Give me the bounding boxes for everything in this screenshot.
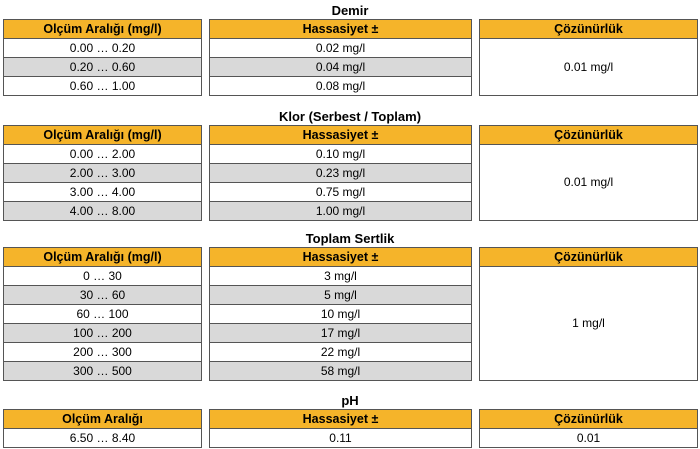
header-range: Olçüm Aralığı	[4, 410, 202, 429]
spec-table-sertlik	[3, 247, 698, 381]
header-row	[4, 126, 698, 145]
resolution-cell: 0.01	[480, 429, 698, 448]
precision-cell: 17 mg/l	[210, 324, 472, 343]
header-row	[4, 248, 698, 267]
precision-cell: 58 mg/l	[210, 362, 472, 381]
range-cell: 0.00 … 2.00	[4, 145, 202, 164]
spec-table-klor	[3, 125, 698, 221]
spec-table-ph	[3, 409, 698, 448]
table-row	[4, 429, 698, 448]
table-row	[4, 145, 698, 164]
range-cell: 4.00 … 8.00	[4, 202, 202, 221]
range-cell: 60 … 100	[4, 305, 202, 324]
section-title: pH	[341, 393, 359, 408]
range-cell: 200 … 300	[4, 343, 202, 362]
header-resolution: Çözünürlük	[480, 248, 698, 267]
section-title: Klor (Serbest / Toplam)	[278, 109, 422, 124]
header-range: Olçüm Aralığı (mg/l)	[4, 20, 202, 39]
precision-cell: 0.04 mg/l	[210, 58, 472, 77]
range-cell: 6.50 … 8.40	[4, 429, 202, 448]
section-klor	[3, 108, 697, 221]
range-cell: 3.00 … 4.00	[4, 183, 202, 202]
section-title: Demir	[331, 3, 369, 18]
header-resolution: Çözünürlük	[480, 20, 698, 39]
precision-cell: 0.11	[210, 429, 472, 448]
resolution-cell: 0.01 mg/l	[480, 39, 698, 96]
table-row	[4, 267, 698, 286]
spec-table-demir	[3, 19, 698, 96]
header-precision: Hassasiyet ±	[210, 410, 472, 429]
precision-cell: 0.10 mg/l	[210, 145, 472, 164]
header-precision: Hassasiyet ±	[210, 126, 472, 145]
section-demir	[3, 2, 697, 96]
range-cell: 0.60 … 1.00	[4, 77, 202, 96]
precision-cell: 0.02 mg/l	[210, 39, 472, 58]
header-resolution: Çözünürlük	[480, 126, 698, 145]
range-cell: 30 … 60	[4, 286, 202, 305]
precision-cell: 10 mg/l	[210, 305, 472, 324]
header-row	[4, 20, 698, 39]
header-precision: Hassasiyet ±	[210, 248, 472, 267]
range-cell: 0 … 30	[4, 267, 202, 286]
precision-cell: 5 mg/l	[210, 286, 472, 305]
range-cell: 100 … 200	[4, 324, 202, 343]
resolution-cell: 0.01 mg/l	[480, 145, 698, 221]
section-sertlik	[3, 230, 697, 381]
range-cell: 0.00 … 0.20	[4, 39, 202, 58]
header-row	[4, 410, 698, 429]
range-cell: 2.00 … 3.00	[4, 164, 202, 183]
table-row	[4, 39, 698, 58]
resolution-cell: 1 mg/l	[480, 267, 698, 381]
header-resolution: Çözünürlük	[480, 410, 698, 429]
range-cell: 300 … 500	[4, 362, 202, 381]
header-range: Olçüm Aralığı (mg/l)	[4, 248, 202, 267]
precision-cell: 0.08 mg/l	[210, 77, 472, 96]
range-cell: 0.20 … 0.60	[4, 58, 202, 77]
precision-cell: 22 mg/l	[210, 343, 472, 362]
section-ph	[3, 392, 697, 448]
precision-cell: 0.23 mg/l	[210, 164, 472, 183]
precision-cell: 1.00 mg/l	[210, 202, 472, 221]
section-title: Toplam Sertlik	[305, 231, 395, 246]
header-range: Olçüm Aralığı (mg/l)	[4, 126, 202, 145]
precision-cell: 0.75 mg/l	[210, 183, 472, 202]
precision-cell: 3 mg/l	[210, 267, 472, 286]
header-precision: Hassasiyet ±	[210, 20, 472, 39]
